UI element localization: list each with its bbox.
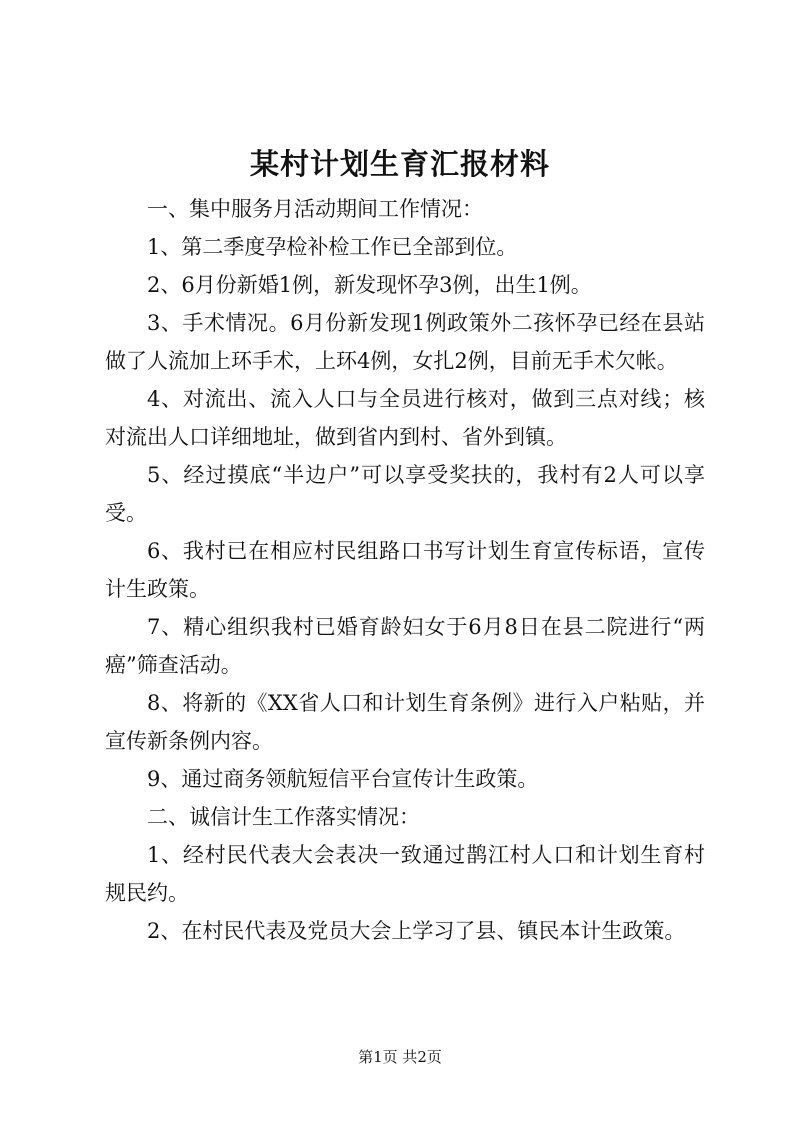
paragraph-item-8: 8、将新的《XX省人口和计划生育条例》进行入户粘贴，并宣传新条例内容。	[105, 691, 705, 753]
paragraph-section-2-item-2: 2、在村民代表及党员大会上学习了县、镇民本计生政策。	[147, 919, 686, 943]
document-body	[105, 190, 705, 950]
paragraph-item-9: 9、通过商务领航短信平台宣传计生政策。	[147, 767, 539, 791]
paragraph-section-2-item-1: 1、经村民代表大会表决一致通过鹊江村人口和计划生育村规民约。	[105, 843, 705, 905]
document-title: 某村计划生育汇报材料	[249, 147, 550, 181]
paragraph-item-6: 6、我村已在相应村民组路口书写计划生育宣传标语，宣传计生政策。	[105, 539, 705, 601]
paragraph-section-2-heading: 二、诚信计生工作落实情况：	[147, 805, 420, 829]
paragraph-item-2: 2、6月份新婚1例，新发现怀孕3例，出生1例。	[147, 273, 592, 297]
paragraph-item-1: 1、第二季度孕检补检工作已全部到位。	[147, 235, 518, 259]
paragraph-section-1-heading: 一、集中服务月活动期间工作情况：	[147, 197, 483, 221]
page-footer: 第1页 共2页	[358, 1048, 442, 1066]
paragraph-item-4: 4、对流出、流入人口与全员进行核对，做到三点对线；核对流出人口详细地址，做到省内到村、省外到镇。	[105, 387, 705, 449]
paragraph-item-3: 3、手术情况。6月份新发现1例政策外二孩怀孕已经在县站做了人流加上环手术，上环4例，女扎2例，目前无手术欠帐。	[105, 311, 705, 373]
paragraph-item-7: 7、精心组织我村已婚育龄妇女于6月8日在县二院进行“两癌”筛查活动。	[105, 615, 705, 677]
paragraph-item-5: 5、经过摸底“半边户”可以享受奖扶的，我村有2人可以享受。	[105, 463, 705, 525]
